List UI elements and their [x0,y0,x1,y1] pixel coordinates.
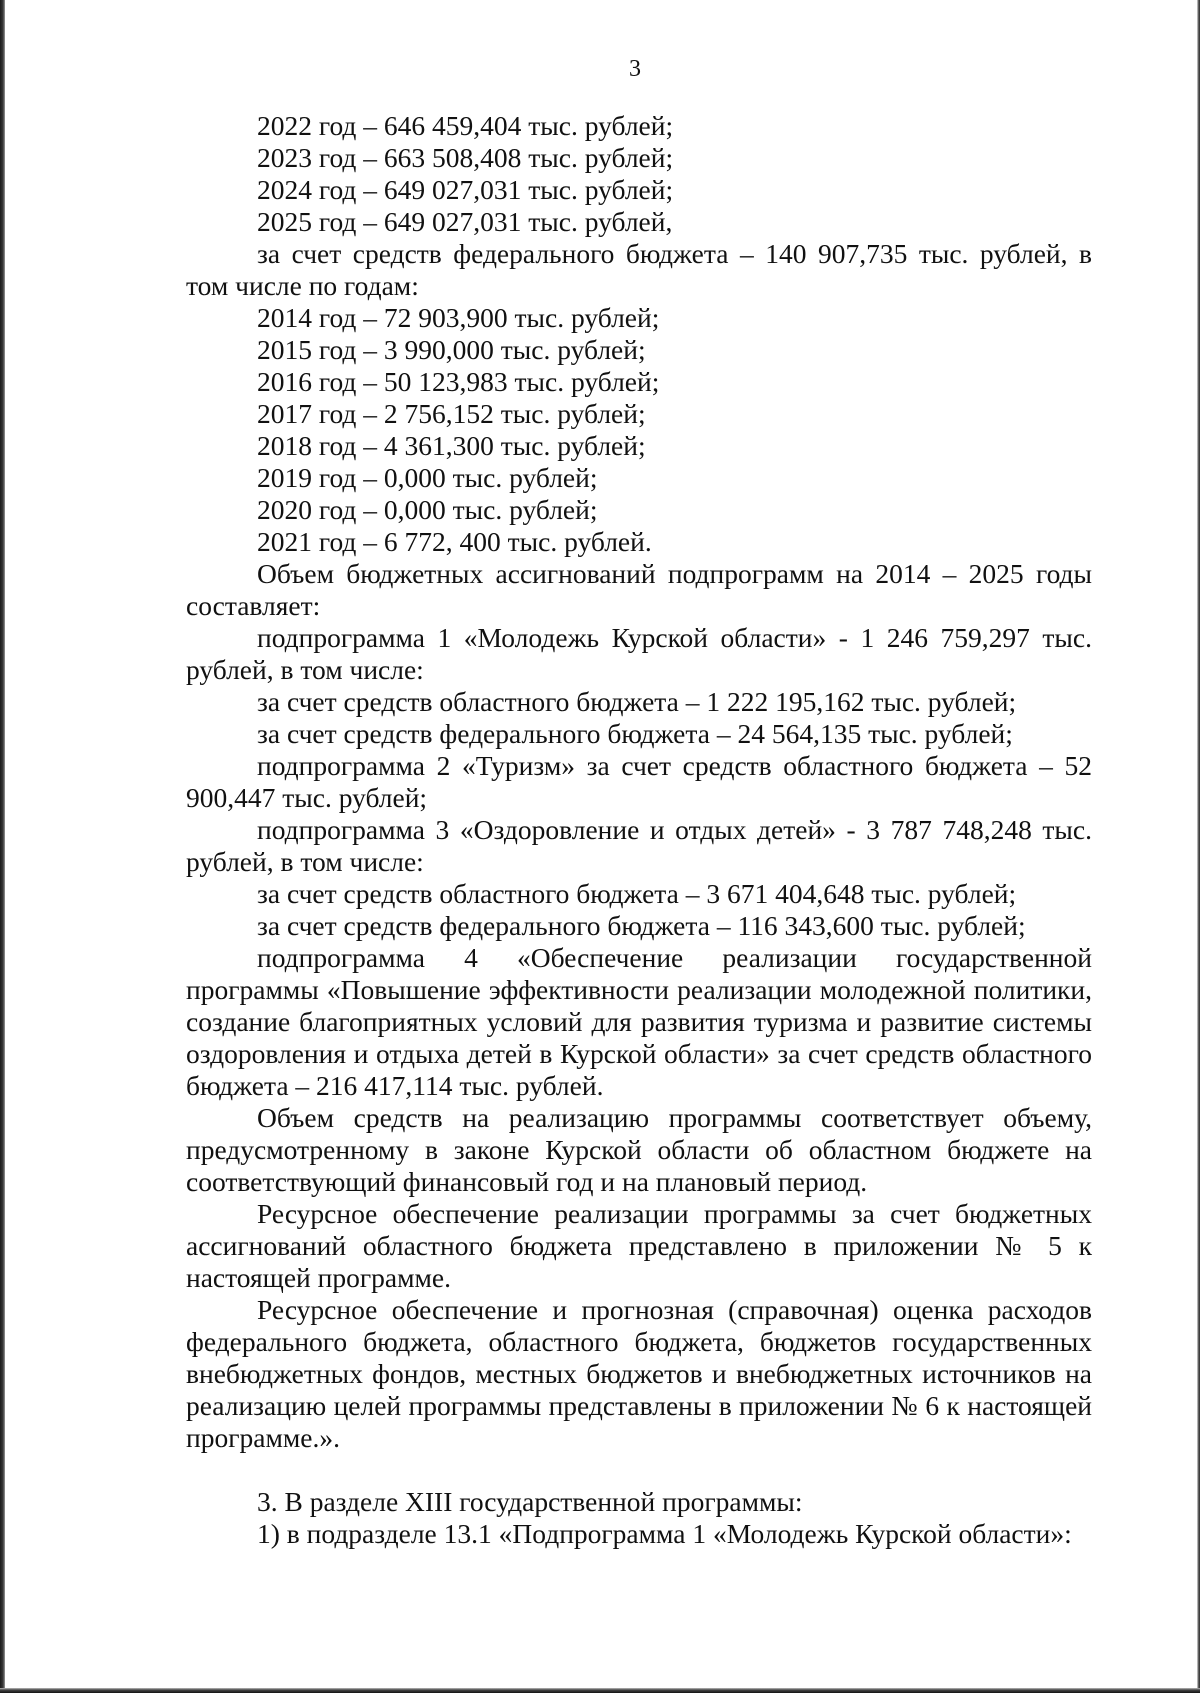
paragraph-funding-law: Объем средств на реализацию программы соответствует объему, предусмотренному в законе Курской области об областном бюджете на соответствующий финансовый год и на плановый период. [186,1102,1092,1197]
subprogram-3-regional: за счет средств областного бюджета – 3 671 404,648 тыс. рублей; [257,878,1017,909]
document-body [186,110,1092,1550]
scan-edge-left [0,0,5,1693]
section-3-heading: 3. В разделе XIII государственной программы: [257,1486,803,1517]
page-number: 3 [629,56,641,82]
subprogram-1-federal: за счет средств федерального бюджета – 24 564,135 тыс. рублей; [257,718,1013,749]
paragraph-appendix-6: Ресурсное обеспечение и прогнозная (справочная) оценка расходов федерального бюджета, областного бюджета, бюджетов государственных внебюджетных фондов, местных бюджетов и внебюджетных источников на реализацию целей программы представлены в приложении № 6 к настоящей программе.». [186,1294,1092,1453]
subprogram-4: подпрограмма 4 «Обеспечение реализации государственной программы «Повышение эффективности реализации молодежной политики, создание благоприятных условий для развития туризма и развитие системы оздоровления и отдыха детей в Курской области» за счет средств областного бюджета – 216 417,114 тыс. рублей. [186,942,1092,1101]
federal-year-2015: 2015 год – 3 990,000 тыс. рублей; [257,334,646,365]
federal-year-2018: 2018 год – 4 361,300 тыс. рублей; [257,430,646,461]
federal-year-2016: 2016 год – 50 123,983 тыс. рублей; [257,366,660,397]
regional-year-2025: 2025 год – 649 027,031 тыс. рублей, [257,206,673,237]
subprogram-3-title: подпрограмма 3 «Оздоровление и отдых детей» - 3 787 748,248 тыс. рублей, в том числе: [186,814,1092,877]
federal-year-2019: 2019 год – 0,000 тыс. рублей; [257,462,598,493]
federal-year-2017: 2017 год – 2 756,152 тыс. рублей; [257,398,646,429]
subprogram-2: подпрограмма 2 «Туризм» за счет средств областного бюджета – 52 900,447 тыс. рублей; [186,750,1092,813]
federal-year-2014: 2014 год – 72 903,900 тыс. рублей; [257,302,660,333]
federal-year-2020: 2020 год – 0,000 тыс. рублей; [257,494,598,525]
section-gap [186,1454,1092,1486]
subprogram-1-title: подпрограмма 1 «Молодежь Курской области» - 1 246 759,297 тыс. рублей, в том числе: [186,622,1092,685]
subprogram-1-regional: за счет средств областного бюджета – 1 222 195,162 тыс. рублей; [257,686,1017,717]
subprograms-intro: Объем бюджетных ассигнований подпрограмм на 2014 – 2025 годы составляет: [186,558,1092,621]
subprogram-3-federal: за счет средств федерального бюджета – 116 343,600 тыс. рублей; [257,910,1026,941]
scan-edge-bottom [0,1688,1200,1693]
item-1-subsection: 1) в подразделе 13.1 «Подпрограмма 1 «Молодежь Курской области»: [257,1518,1072,1549]
regional-year-2023: 2023 год – 663 508,408 тыс. рублей; [257,142,674,173]
federal-year-2021: 2021 год – 6 772, 400 тыс. рублей. [257,526,652,557]
paragraph-appendix-5: Ресурсное обеспечение реализации программы за счет бюджетных ассигнований областного бюджета представлено в приложении № 5 к настоящей программе. [186,1198,1092,1293]
regional-year-2024: 2024 год – 649 027,031 тыс. рублей; [257,174,674,205]
federal-intro: за счет средств федерального бюджета – 140 907,735 тыс. рублей, в том числе по годам: [186,238,1092,301]
regional-year-2022: 2022 год – 646 459,404 тыс. рублей; [257,110,674,141]
